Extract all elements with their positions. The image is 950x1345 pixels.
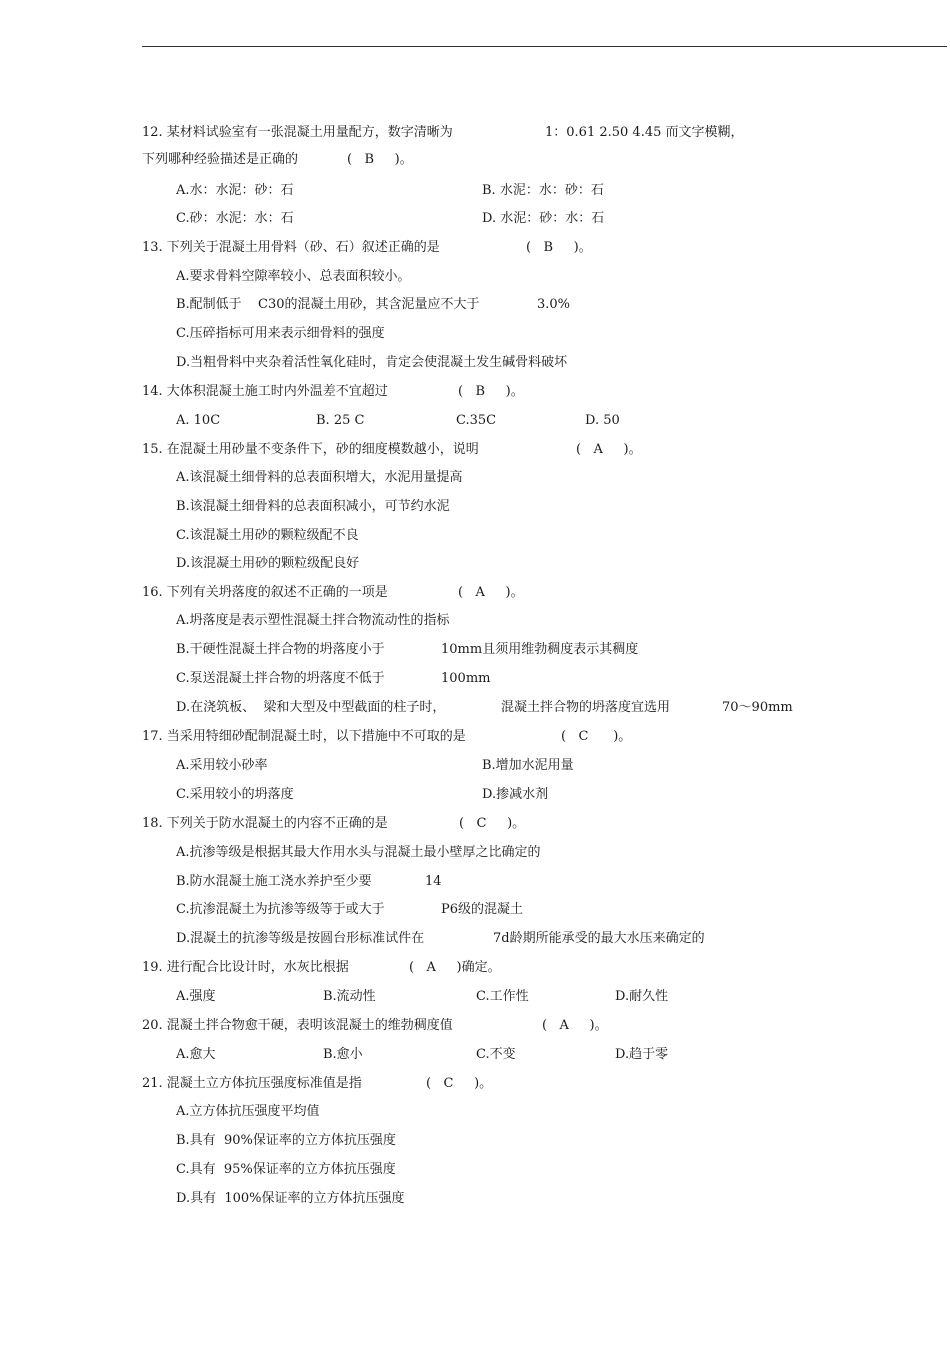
q13-stem: 13. 下列关于混凝土用骨料（砂、石）叙述正确的是: [142, 240, 440, 255]
q20-answer: ( A )。: [542, 1018, 608, 1033]
q21-option-b: B.具有 90%保证率的立方体抗压强度: [176, 1133, 396, 1148]
q19-stem: 19. 进行配合比设计时，水灰比根据: [142, 960, 349, 975]
q16-option-d: D.在浇筑板、 梁和大型及中型截面的柱子时，: [176, 700, 446, 715]
q17-stem: 17. 当采用特细砂配制混凝土时，以下措施中不可取的是: [142, 729, 466, 744]
q18-stem: 18. 下列关于防水混凝土的内容不正确的是: [142, 816, 388, 831]
q16-option-d-mid: 混凝土拌合物的坍落度宜选用: [501, 700, 671, 715]
q15-option-c: C.该混凝土用砂的颗粒级配不良: [176, 528, 359, 543]
q12-answer: ( B )。: [347, 152, 413, 167]
q14-stem: 14. 大体积混凝土施工时内外温差不宜超过: [142, 384, 388, 399]
q16-option-b-tail: 10mm且须用维勃稠度表示其稠度: [441, 642, 639, 657]
q13-option-a: A.要求骨料空隙率较小、总表面积较小。: [176, 269, 411, 284]
q14-option-b: B. 25 C: [316, 413, 365, 428]
q13-option-b-mid: C30的混凝土用砂，其含泥量应不大于: [258, 297, 480, 312]
q13-option-c: C.压碎指标可用来表示细骨料的强度: [176, 326, 385, 341]
q18-option-b: B.防水混凝土施工浇水养护至少要: [176, 874, 372, 889]
q16-stem: 16. 下列有关坍落度的叙述不正确的一项是: [142, 585, 388, 600]
q13-option-b: B.配制低于: [176, 297, 242, 312]
q19-option-d: D.耐久性: [615, 989, 669, 1004]
q14-option-a: A. 10C: [176, 413, 221, 428]
q12-option-b: B. 水泥：水：砂：石: [482, 183, 604, 198]
q16-option-d-tail: 70～90mm: [722, 700, 793, 715]
q13-option-b-tail: 3.0%: [537, 297, 571, 312]
q18-option-c-tail: P6级的混凝土: [441, 902, 524, 917]
q18-option-c: C.抗渗混凝土为抗渗等级等于或大于: [176, 902, 385, 917]
q19-answer: ( A )确定。: [409, 960, 501, 975]
q15-answer: ( A )。: [576, 442, 642, 457]
q12-stem-line1-tail: 1：0.61 2.50 4.45 而文字模糊，: [545, 125, 744, 140]
q17-option-d: D.掺减水剂: [482, 787, 549, 802]
q20-option-c: C.不变: [476, 1047, 516, 1062]
q18-option-b-tail: 14: [425, 874, 442, 889]
q19-option-a: A.强度: [176, 989, 216, 1004]
q16-option-c: C.泵送混凝土拌合物的坍落度不低于: [176, 671, 385, 686]
header-rule: [142, 46, 947, 47]
q16-option-b: B.干硬性混凝土拌合物的坍落度小于: [176, 642, 385, 657]
q13-answer: ( B )。: [526, 240, 592, 255]
q21-stem: 21. 混凝土立方体抗压强度标准值是指: [142, 1076, 362, 1091]
q12-stem-line2: 下列哪种经验描述是正确的: [142, 152, 299, 167]
q20-option-a: A.愈大: [176, 1047, 216, 1062]
q21-option-a: A.立方体抗压强度平均值: [176, 1104, 320, 1119]
q15-option-d: D.该混凝土用砂的颗粒级配良好: [176, 556, 360, 571]
q16-option-a: A.坍落度是表示塑性混凝土拌合物流动性的指标: [176, 613, 450, 628]
q21-option-c: C.具有 95%保证率的立方体抗压强度: [176, 1162, 396, 1177]
q12-option-c: C.砂：水泥：水：石: [176, 211, 294, 226]
q16-option-c-tail: 100mm: [441, 671, 491, 686]
q20-option-d: D.趋于零: [615, 1047, 669, 1062]
q19-option-b: B.流动性: [323, 989, 376, 1004]
q14-option-c: C.35C: [456, 413, 497, 428]
q15-stem: 15. 在混凝土用砂量不变条件下，砂的细度模数越小，说明: [142, 442, 479, 457]
q14-answer: ( B )。: [458, 384, 524, 399]
q20-option-b: B.愈小: [323, 1047, 363, 1062]
q12-option-d: D. 水泥：砂：水：石: [482, 211, 605, 226]
q17-option-a: A.采用较小砂率: [176, 758, 268, 773]
q18-option-d: D.混凝土的抗渗等级是按圆台形标准试件在: [176, 931, 425, 946]
q17-option-c: C.采用较小的坍落度: [176, 787, 294, 802]
q21-option-d: D.具有 100%保证率的立方体抗压强度: [176, 1191, 405, 1206]
q18-option-a: A.抗渗等级是根据其最大作用水头与混凝土最小壁厚之比确定的: [176, 845, 541, 860]
q12-option-a: A.水：水泥：砂：石: [176, 183, 294, 198]
q18-option-d-tail: 7d龄期所能承受的最大水压来确定的: [493, 931, 705, 946]
q17-answer: ( C )。: [561, 729, 632, 744]
q18-answer: ( C )。: [459, 816, 526, 831]
q15-option-a: A.该混凝土细骨料的总表面积增大，水泥用量提高: [176, 470, 463, 485]
q13-option-d: D.当粗骨料中夹杂着活性氧化硅时，肯定会使混凝土发生碱骨料破坏: [176, 355, 568, 370]
q12-stem-line1: 12. 某材料试验室有一张混凝土用量配方，数字清晰为: [142, 125, 453, 140]
q21-answer: ( C )。: [426, 1076, 493, 1091]
q16-answer: ( A )。: [458, 585, 524, 600]
q19-option-c: C.工作性: [476, 989, 529, 1004]
q20-stem: 20. 混凝土拌合物愈干硬，表明该混凝土的维勃稠度值: [142, 1018, 453, 1033]
q15-option-b: B.该混凝土细骨料的总表面积减小，可节约水泥: [176, 499, 450, 514]
q17-option-b: B.增加水泥用量: [482, 758, 574, 773]
q14-option-d: D. 50: [585, 413, 620, 428]
